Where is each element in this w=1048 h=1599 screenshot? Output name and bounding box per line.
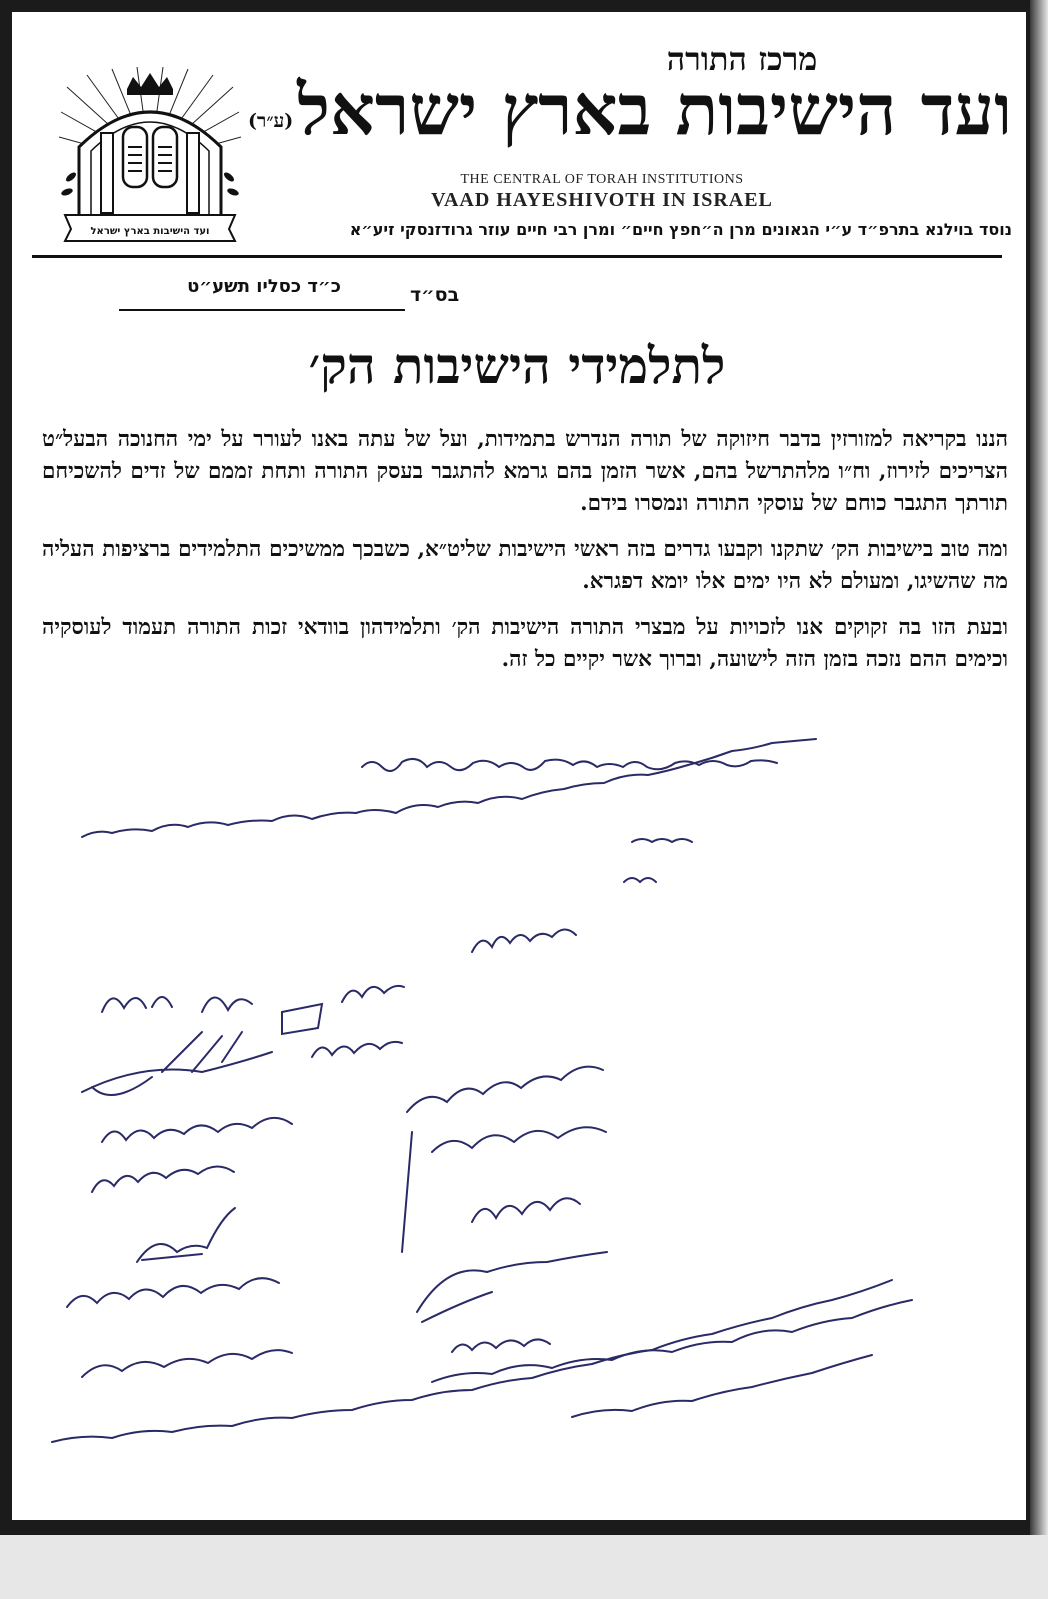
body-paragraph: הננו בקריאה למזורזין בדבר חיזוקה של תורה הנדרש בתמידות, ועל של עתה באנו לעורר על ימי החנוכה הבעל״ט הצריכים לזירוז, וח״ו מלהתרשל בהם, אשר הזמן בהם גרמא להתגבר בעסק התורה ותחת זממם של זדים להשכיחם תורתך התגבר כוחם של עוסקי התורה ונמסרו בידם.	[42, 427, 1008, 516]
handwritten-note	[624, 878, 656, 882]
signature	[92, 1166, 234, 1192]
body-paragraph: ובעת הזו בה זקוקים אנו לזכויות על מבצרי התורה הישיבות הק׳ ותלמידהון בוודאי זכות התורה תעמוד לעוסקיה וכימים ההם נזכה בזמן הזה לישועה, וברוך אשר יקיים כל זה.	[42, 615, 1008, 672]
signature	[102, 1118, 292, 1142]
signatures-graphic	[12, 712, 1026, 1472]
date-underline	[119, 309, 405, 311]
viewer-bottom-bar	[0, 1535, 1048, 1599]
signature	[472, 929, 576, 952]
letterhead-top-line: מרכז התורה	[666, 40, 818, 78]
signature	[82, 1350, 292, 1377]
signature	[312, 1042, 402, 1057]
signature	[402, 1127, 606, 1252]
handwritten-signatures	[12, 712, 1026, 1472]
english-organization-name: VAAD HAYESHIVOTH IN ISRAEL	[431, 189, 773, 211]
letter-body	[42, 424, 1008, 690]
signature	[452, 1339, 550, 1352]
signature	[102, 997, 252, 1012]
letter-title: לתלמידי הישיבות הק׳	[308, 336, 726, 395]
registered-suffix: (ע״ר)	[248, 110, 294, 132]
bsd-heading: בס״ד	[410, 284, 460, 306]
signature	[82, 1032, 272, 1095]
scroll-edge-shadow	[1030, 0, 1048, 1535]
seal-caption: ועד הישיבות בארץ ישראל	[90, 226, 210, 237]
signature	[137, 1208, 235, 1262]
signature	[417, 1252, 607, 1322]
letter-date: כ״ד כסליו תשע״ט	[187, 276, 341, 297]
signature	[282, 986, 404, 1034]
body-paragraph: ומה טוב בישיבות הק׳ שתקנו וקבעו גדרים בזה ראשי הישיבות שליט״א, כשבכך ממשיכים התלמידים ברציפות העליה מה שהשיגו, ומעולם לא היו ימים אלו יומא דפגרא.	[42, 537, 1008, 594]
signature	[472, 1198, 580, 1222]
letter-page	[12, 12, 1026, 1520]
signature	[67, 1278, 279, 1307]
organization-name: ועד הישיבות בארץ ישראל	[297, 68, 1012, 151]
organization-seal-logo	[57, 67, 243, 242]
english-subtitle: THE CENTRAL OF TORAH INSTITUTIONS	[460, 172, 744, 187]
founded-line: נוסד בוילנא בתרפ״ד ע״י הגאונים מרן ה״חפץ חיים״ ומרן רבי חיים עוזר גרודזנסקי זיע״א	[349, 220, 1012, 239]
handwritten-note	[362, 759, 777, 771]
handwritten-note	[572, 1355, 872, 1417]
seal-graphic	[57, 67, 243, 242]
handwritten-note	[632, 839, 692, 842]
signature	[407, 1067, 603, 1112]
handwritten-note	[82, 739, 816, 837]
letterhead-divider	[32, 255, 1002, 258]
